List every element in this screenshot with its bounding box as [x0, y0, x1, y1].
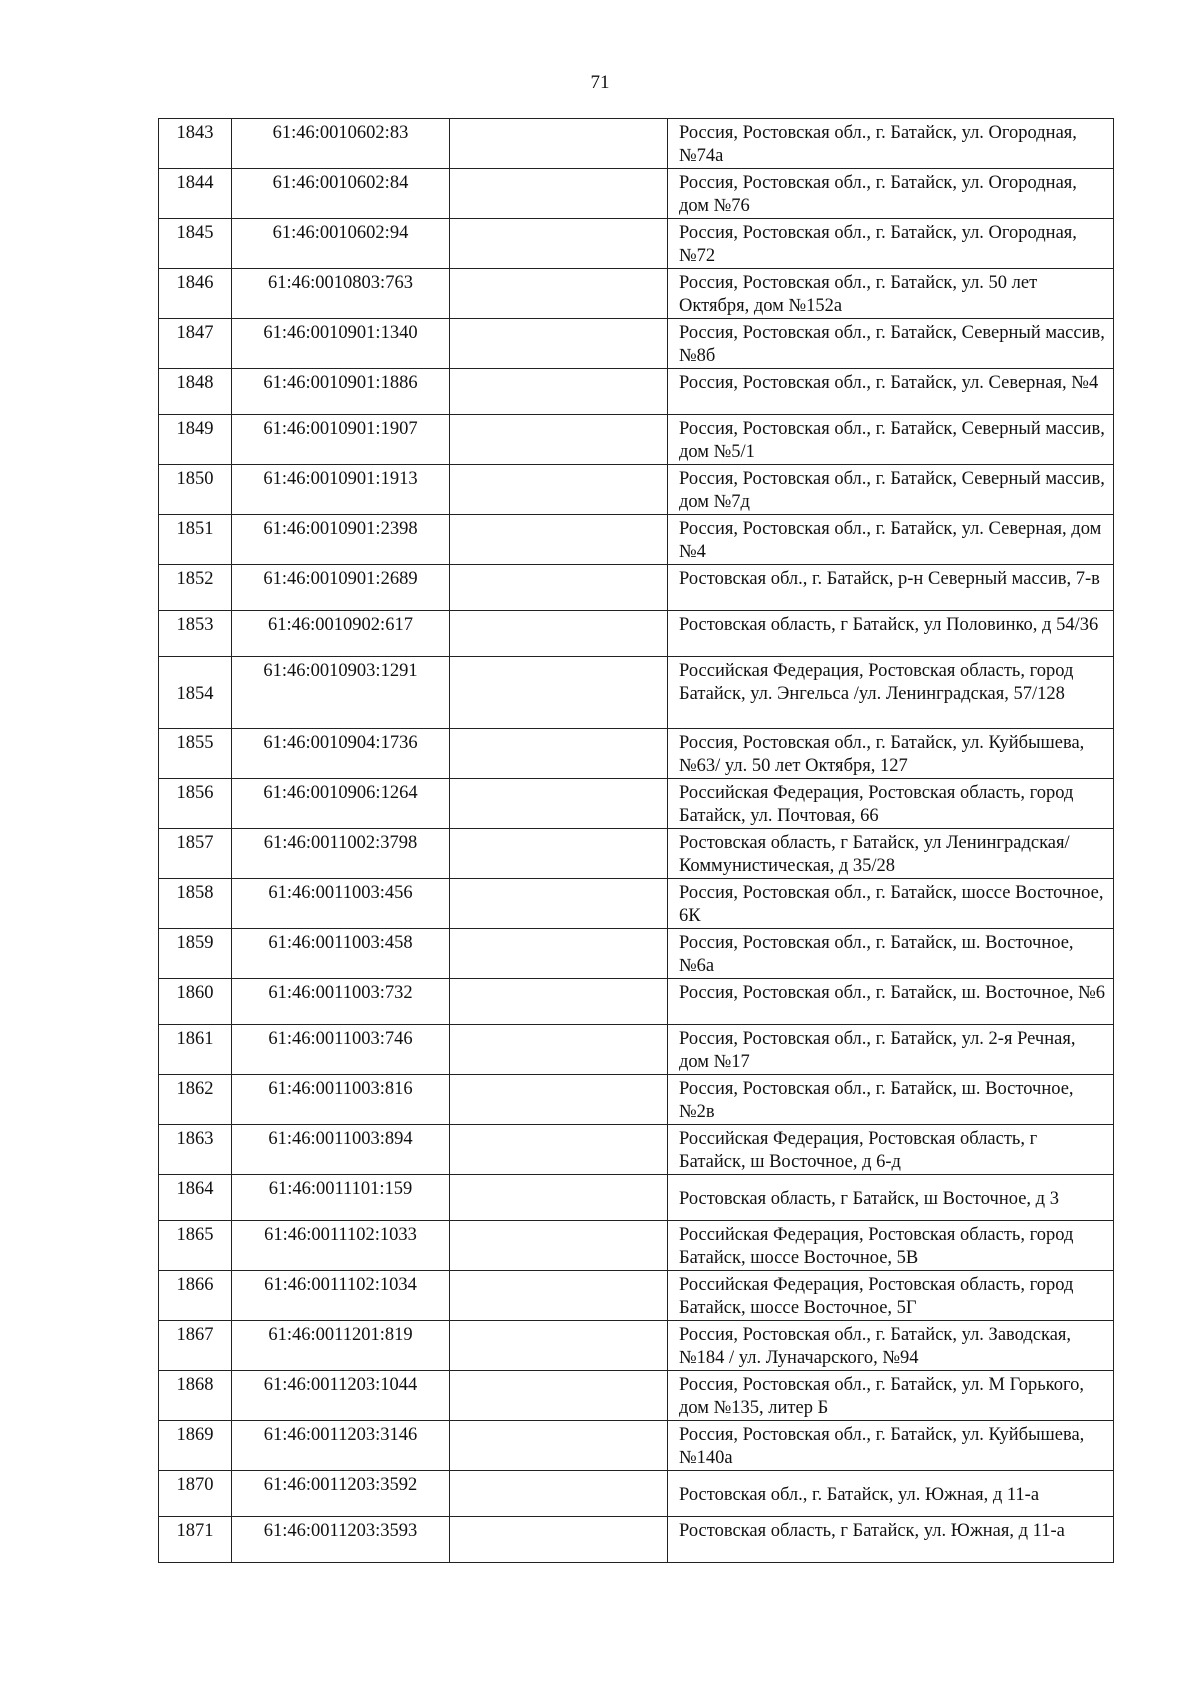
- address: Россия, Ростовская обл., г. Батайск, ул. Заводская, №184 / ул. Луначарского, №94: [668, 1321, 1114, 1371]
- empty-cell: [450, 879, 668, 929]
- table-row: [159, 219, 1114, 269]
- empty-cell: [450, 269, 668, 319]
- table-row: [159, 415, 1114, 465]
- empty-cell: [450, 1025, 668, 1075]
- row-number: 1866: [159, 1271, 232, 1321]
- cadastral-number: 61:46:0010602:84: [232, 169, 450, 219]
- empty-cell: [450, 1517, 668, 1563]
- row-number: 1845: [159, 219, 232, 269]
- table-row: [159, 465, 1114, 515]
- cadastral-number: 61:46:0010901:1913: [232, 465, 450, 515]
- cadastral-number: 61:46:0011003:732: [232, 979, 450, 1025]
- empty-cell: [450, 1321, 668, 1371]
- empty-cell: [450, 119, 668, 169]
- cadastral-number: 61:46:0011203:3593: [232, 1517, 450, 1563]
- table-row: [159, 565, 1114, 611]
- row-number: 1870: [159, 1471, 232, 1517]
- cadastral-number: 61:46:0011203:3146: [232, 1421, 450, 1471]
- empty-cell: [450, 1371, 668, 1421]
- address: Россия, Ростовская обл., г. Батайск, ул. Огородная, дом №76: [668, 169, 1114, 219]
- address: Россия, Ростовская обл., г. Батайск, ул. Северная, дом №4: [668, 515, 1114, 565]
- table-row: [159, 929, 1114, 979]
- row-number: 1853: [159, 611, 232, 657]
- address: Ростовская область, г Батайск, ул Ленинградская/Коммунистическая, д 35/28: [668, 829, 1114, 879]
- empty-cell: [450, 1175, 668, 1221]
- table-row: [159, 729, 1114, 779]
- empty-cell: [450, 1075, 668, 1125]
- cadastral-number: 61:46:0011203:3592: [232, 1471, 450, 1517]
- empty-cell: [450, 829, 668, 879]
- empty-cell: [450, 1421, 668, 1471]
- address: Россия, Ростовская обл., г. Батайск, ул. М Горького, дом №135, литер Б: [668, 1371, 1114, 1421]
- address: Российская Федерация, Ростовская область, город Батайск, ул. Почтовая, 66: [668, 779, 1114, 829]
- row-number: 1865: [159, 1221, 232, 1271]
- row-number: 1864: [159, 1175, 232, 1221]
- address: Ростовская область, г Батайск, ш Восточное, д 3: [668, 1175, 1114, 1221]
- address: Российская Федерация, Ростовская область, г Батайск, ш Восточное, д 6-д: [668, 1125, 1114, 1175]
- table-row: [159, 169, 1114, 219]
- row-number: 1846: [159, 269, 232, 319]
- row-number: 1851: [159, 515, 232, 565]
- address: Россия, Ростовская обл., г. Батайск, ш. Восточное, №2в: [668, 1075, 1114, 1125]
- address: Россия, Ростовская обл., г. Батайск, шоссе Восточное, 6К: [668, 879, 1114, 929]
- registry-table: [158, 118, 1114, 1563]
- table-row: [159, 779, 1114, 829]
- cadastral-number: 61:46:0010901:1886: [232, 369, 450, 415]
- empty-cell: [450, 369, 668, 415]
- cadastral-number: 61:46:0011203:1044: [232, 1371, 450, 1421]
- empty-cell: [450, 415, 668, 465]
- cadastral-number: 61:46:0010903:1291: [232, 657, 450, 729]
- address: Российская Федерация, Ростовская область, город Батайск, ул. Энгельса /ул. Ленинградская, 57/128: [668, 657, 1114, 729]
- cadastral-number: 61:46:0010602:94: [232, 219, 450, 269]
- cadastral-number: 61:46:0010902:617: [232, 611, 450, 657]
- cadastral-number: 61:46:0011003:816: [232, 1075, 450, 1125]
- address: Россия, Ростовская обл., г. Батайск, ул. Северная, №4: [668, 369, 1114, 415]
- cadastral-number: 61:46:0010901:1340: [232, 319, 450, 369]
- address: Ростовская обл., г. Батайск, р-н Северный массив, 7-в: [668, 565, 1114, 611]
- row-number: 1856: [159, 779, 232, 829]
- empty-cell: [450, 169, 668, 219]
- table-row: [159, 979, 1114, 1025]
- table-row: [159, 657, 1114, 729]
- address: Россия, Ростовская обл., г. Батайск, ул. Куйбышева, №63/ ул. 50 лет Октября, 127: [668, 729, 1114, 779]
- table-row: [159, 879, 1114, 929]
- row-number: 1863: [159, 1125, 232, 1175]
- address: Ростовская обл., г. Батайск, ул. Южная, д 11-а: [668, 1471, 1114, 1517]
- table-row: [159, 1471, 1114, 1517]
- row-number: 1867: [159, 1321, 232, 1371]
- address: Россия, Ростовская обл., г. Батайск, ул. Огородная, №74а: [668, 119, 1114, 169]
- row-number: 1852: [159, 565, 232, 611]
- empty-cell: [450, 465, 668, 515]
- table-row: [159, 369, 1114, 415]
- cadastral-number: 61:46:0011003:746: [232, 1025, 450, 1075]
- table-row: [159, 269, 1114, 319]
- cadastral-number: 61:46:0011201:819: [232, 1321, 450, 1371]
- empty-cell: [450, 979, 668, 1025]
- address: Россия, Ростовская обл., г. Батайск, ш. Восточное, №6: [668, 979, 1114, 1025]
- page-number: 71: [590, 72, 610, 93]
- row-number: 1848: [159, 369, 232, 415]
- empty-cell: [450, 657, 668, 729]
- row-number: 1859: [159, 929, 232, 979]
- cadastral-number: 61:46:0011101:159: [232, 1175, 450, 1221]
- table-row: [159, 515, 1114, 565]
- table-row: [159, 1517, 1114, 1563]
- cadastral-number: 61:46:0011102:1033: [232, 1221, 450, 1271]
- table-row: [159, 1125, 1114, 1175]
- address: Ростовская область, г Батайск, ул. Южная, д 11-а: [668, 1517, 1114, 1563]
- empty-cell: [450, 1221, 668, 1271]
- row-number: 1844: [159, 169, 232, 219]
- table-row: [159, 1421, 1114, 1471]
- empty-cell: [450, 515, 668, 565]
- row-number: 1855: [159, 729, 232, 779]
- table-row: [159, 1075, 1114, 1125]
- empty-cell: [450, 1125, 668, 1175]
- cadastral-number: 61:46:0011003:456: [232, 879, 450, 929]
- table-row: [159, 1221, 1114, 1271]
- row-number: 1860: [159, 979, 232, 1025]
- table-row: [159, 1321, 1114, 1371]
- row-number: 1868: [159, 1371, 232, 1421]
- empty-cell: [450, 1471, 668, 1517]
- row-number: 1854: [159, 657, 232, 729]
- address: Россия, Ростовская обл., г. Батайск, ул. 2-я Речная, дом №17: [668, 1025, 1114, 1075]
- row-number: 1862: [159, 1075, 232, 1125]
- address: Россия, Ростовская обл., г. Батайск, Северный массив, дом №7д: [668, 465, 1114, 515]
- table-row: [159, 1025, 1114, 1075]
- address: Россия, Ростовская обл., г. Батайск, ул. 50 лет Октября, дом №152а: [668, 269, 1114, 319]
- cadastral-number: 61:46:0010904:1736: [232, 729, 450, 779]
- empty-cell: [450, 929, 668, 979]
- row-number: 1869: [159, 1421, 232, 1471]
- empty-cell: [450, 729, 668, 779]
- address: Россия, Ростовская обл., г. Батайск, ш. Восточное, №6а: [668, 929, 1114, 979]
- row-number: 1850: [159, 465, 232, 515]
- cadastral-number: 61:46:0010906:1264: [232, 779, 450, 829]
- cadastral-number: 61:46:0011002:3798: [232, 829, 450, 879]
- address: Ростовская область, г Батайск, ул Половинко, д 54/36: [668, 611, 1114, 657]
- cadastral-number: 61:46:0010901:2398: [232, 515, 450, 565]
- row-number: 1857: [159, 829, 232, 879]
- address: Россия, Ростовская обл., г. Батайск, Северный массив, №8б: [668, 319, 1114, 369]
- cadastral-number: 61:46:0010602:83: [232, 119, 450, 169]
- table-row: [159, 119, 1114, 169]
- table-row: [159, 1371, 1114, 1421]
- row-number: 1843: [159, 119, 232, 169]
- empty-cell: [450, 565, 668, 611]
- address: Россия, Ростовская обл., г. Батайск, ул. Огородная, №72: [668, 219, 1114, 269]
- table-row: [159, 1271, 1114, 1321]
- table-row: [159, 829, 1114, 879]
- row-number: 1849: [159, 415, 232, 465]
- cadastral-number: 61:46:0011003:894: [232, 1125, 450, 1175]
- cadastral-number: 61:46:0010901:2689: [232, 565, 450, 611]
- table-row: [159, 611, 1114, 657]
- cadastral-number: 61:46:0010901:1907: [232, 415, 450, 465]
- row-number: 1858: [159, 879, 232, 929]
- empty-cell: [450, 219, 668, 269]
- row-number: 1871: [159, 1517, 232, 1563]
- table-row: [159, 1175, 1114, 1221]
- table-row: [159, 319, 1114, 369]
- empty-cell: [450, 779, 668, 829]
- empty-cell: [450, 1271, 668, 1321]
- row-number: 1861: [159, 1025, 232, 1075]
- address: Россия, Ростовская обл., г. Батайск, ул. Куйбышева, №140а: [668, 1421, 1114, 1471]
- row-number: 1847: [159, 319, 232, 369]
- cadastral-number: 61:46:0011003:458: [232, 929, 450, 979]
- address: Россия, Ростовская обл., г. Батайск, Северный массив, дом №5/1: [668, 415, 1114, 465]
- address: Российская Федерация, Ростовская область, город Батайск, шоссе Восточное, 5В: [668, 1221, 1114, 1271]
- cadastral-number: 61:46:0010803:763: [232, 269, 450, 319]
- empty-cell: [450, 611, 668, 657]
- address: Российская Федерация, Ростовская область, город Батайск, шоссе Восточное, 5Г: [668, 1271, 1114, 1321]
- empty-cell: [450, 319, 668, 369]
- cadastral-number: 61:46:0011102:1034: [232, 1271, 450, 1321]
